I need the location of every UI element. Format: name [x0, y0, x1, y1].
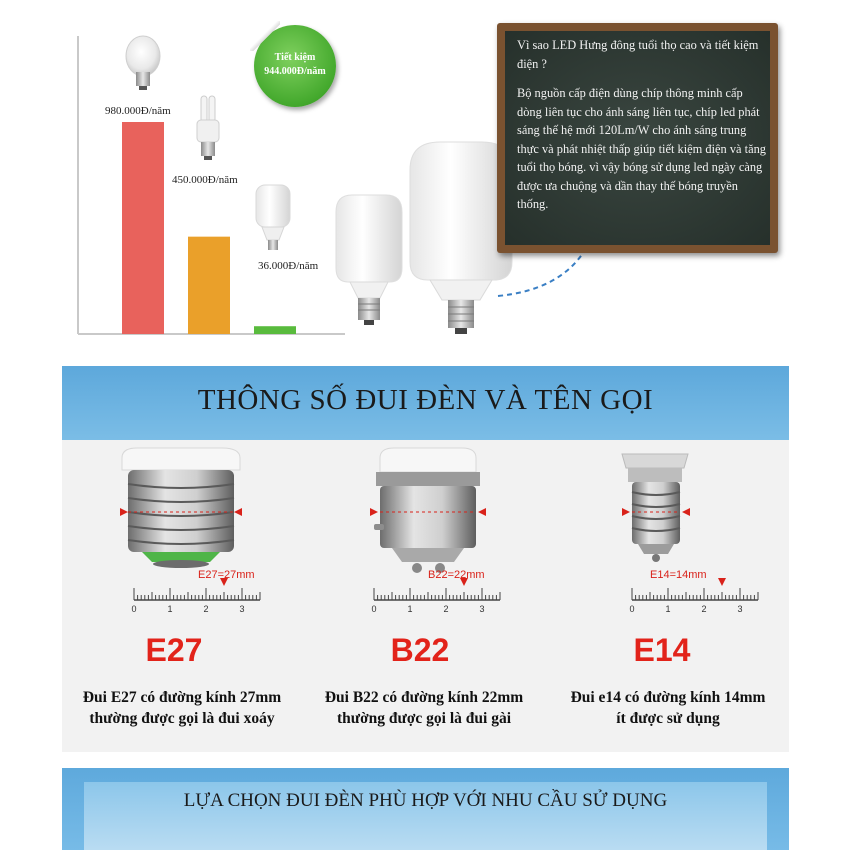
e27-ruler-label: 1 — [167, 604, 173, 614]
e14-description-line1: Đui e14 có đường kính 14mm — [570, 689, 766, 706]
bar-led — [254, 326, 296, 334]
savings-badge-label: Tiết kiệm — [274, 52, 316, 63]
led-bulb-medium-icon — [336, 195, 402, 325]
e14-ruler — [629, 578, 758, 614]
e27-ruler — [131, 578, 260, 614]
price-incandescent: 980.000Đ/năm — [105, 105, 171, 117]
b22-description — [308, 687, 540, 729]
bar-compact — [188, 237, 230, 334]
page-curl-icon — [250, 21, 280, 51]
sockets-panel — [62, 440, 789, 752]
b22-socket-icon — [370, 448, 486, 573]
e27-socket-icon — [120, 448, 242, 568]
e14-description — [550, 687, 786, 729]
section-title-specs: THÔNG SỐ ĐUI ĐÈN VÀ TÊN GỌI — [197, 384, 654, 416]
e27-ruler-label: 0 — [131, 604, 137, 614]
e14-ruler-label: 1 — [665, 604, 671, 614]
e14-measure-label: E14=14mm — [650, 569, 707, 581]
e27-description — [66, 687, 298, 729]
b22-description-line2: thường được gọi là đui gài — [336, 710, 511, 727]
e27-description-line2: thường được gọi là đui xoáy — [89, 710, 275, 727]
e14-code: E14 — [633, 632, 691, 668]
savings-comparison — [0, 0, 850, 345]
e14-socket-icon — [622, 454, 690, 562]
incandescent-bulb-icon — [126, 36, 160, 90]
bar-incandescent — [122, 122, 164, 334]
b22-description-line1: Đui B22 có đường kính 22mm — [324, 689, 524, 706]
b22-measure-label: B22=22mm — [428, 569, 485, 581]
e27-measure-label: E27=27mm — [198, 569, 255, 581]
e14-ruler-label: 0 — [629, 604, 635, 614]
e14-ruler-marker-icon — [718, 578, 726, 586]
chalkboard-surface — [505, 31, 770, 245]
chalkboard-question: Vì sao LED Hưng đông tuổi thọ cao và tiết kiệm điện ? — [517, 38, 759, 71]
section-banner-choose — [62, 768, 789, 850]
e14-ruler-label: 3 — [737, 604, 743, 614]
b22-ruler-label: 3 — [479, 604, 485, 614]
b22-code: B22 — [390, 632, 450, 668]
section-title-choose: LỰA CHỌN ĐUI ĐÈN PHÙ HỢP VỚI NHU CẦU SỬ DỤNG — [183, 790, 668, 811]
e14-description-line2: ít được sử dụng — [616, 710, 720, 727]
e27-ruler-label: 3 — [239, 604, 245, 614]
chalkboard-text — [517, 36, 767, 225]
e27-description-line1: Đui E27 có đường kính 27mm — [82, 689, 282, 706]
b22-ruler-label: 2 — [443, 604, 449, 614]
e27-code: E27 — [145, 632, 203, 668]
b22-ruler-label: 1 — [407, 604, 413, 614]
chalkboard — [497, 23, 778, 253]
b22-ruler — [371, 578, 500, 614]
section-banner-specs — [62, 366, 789, 440]
led-bulb-small-icon — [256, 185, 290, 250]
savings-badge — [254, 25, 336, 107]
b22-ruler-label: 0 — [371, 604, 377, 614]
price-led: 36.000Đ/năm — [258, 260, 319, 272]
chalkboard-explanation: Bộ nguồn cấp điện dùng chíp thông minh cấp dòng liên tục cho ánh sáng liên tục, chíp led phát sáng thế hệ mới 120Lm/W cho ánh sáng trung thực và phát nhiệt thấp giúp tiết kiệm điện và tăng tuổi thọ bóng. vì vậy bóng sử dụng led ngày càng được ưa chuộng và dần thay thế bóng truyền thống. — [517, 86, 766, 211]
savings-badge-amount: 944.000Đ/năm — [264, 66, 326, 77]
e27-ruler-label: 2 — [203, 604, 209, 614]
cfl-bulb-icon — [197, 96, 219, 160]
e14-ruler-label: 2 — [701, 604, 707, 614]
price-compact: 450.000Đ/năm — [172, 174, 238, 186]
